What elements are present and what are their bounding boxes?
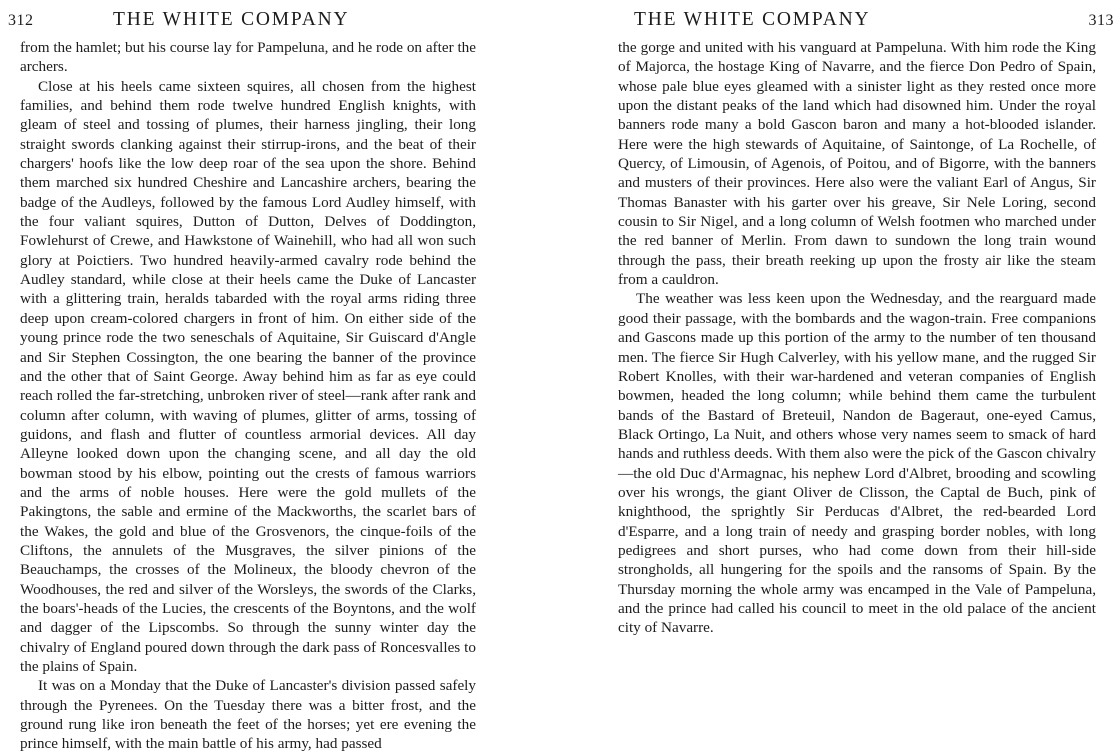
page-number: 313 [1088,12,1114,29]
right-page [560,0,1117,721]
right-page-body [618,38,1096,638]
paragraph: Close at his heels came sixteen squires, all chosen from the highest families, and behind them rode twelve hundred English knights, with gleam of steel and tossing of plumes, their harness jingling, their long straight swords clanking against their stirrup-irons, and the beat of their chargers' hoofs like the low deep roar of the sea upon the shore. Behind them marched six hundred Cheshire and Lancashire archers, bearing the badge of the Audleys, followed by the famous Lord Audley himself, with the four valiant squires, Dutton of Dutton, Delves of Doddington, Fowlehurst of Crewe, and Hawkstone of Wainehill, who had all won such glory at Poictiers. Two hundred heavily-armed cavalry rode behind the Audley standard, while close at their heels came the Duke of Lancaster with a glittering train, heralds tabarded with the royal arms riding three deep upon cream-colored chargers in front of him. On either side of the young prince rode the two seneschals of Aquitaine, Sir Guiscard d'Angle and Sir Stephen Cossington, the one bearing the banner of the province and the other that of Saint George. Away behind him as far as eye could reach rolled the far-stretching, unbroken river of steel—rank after rank and column after column, with waving of plumes, glitter of arms, tossing of guidons, and flash and flutter of countless armorial devices. All day Alleyne looked down upon the changing scene, and all day the old bowman stood by his elbow, pointing out the crests of famous warriors and the arms of noble houses. Here were the gold mullets of the Pakingtons, the sable and ermine of the Mackworths, the scarlet bars of the Wakes, the gold and blue of the Grosvenors, the cinque-foils of the Cliftons, the annulets of the Musgraves, the silver pinions of the Beauchamps, the crosses of the Molineux, the bloody chevron of the Woodhouses, the red and silver of the Worsleys, the swords of the Clarks, the boars'-heads of the Lucies, the crescents of the Boyntons, and the wolf and dagger of the Lipscombs. So through the sunny winter day the chivalry of England poured down through the dark pass of Roncesvalles to the plains of Spain. [20,77,476,675]
right-page-header [634,9,1114,33]
running-head: THE WHITE COMPANY [634,9,871,30]
paragraph: The weather was less keen upon the Wednesday, and the rearguard made good their passage, with the bombards and the wagon-train. Free companions and Gascons made up this portion of the army to the number of ten thousand men. The fierce Sir Hugh Calverley, with his yellow mane, and the rugged Sir Robert Knolles, with their war-hardened and veteran companies of English bowmen, headed the long column; while behind them came the turbulent bands of the Bastard of Breteuil, Nandon de Bageraut, one-eyed Camus, Black Ortingo, La Nuit, and others whose very names seem to smack of hard hands and ruthless deeds. With them also were the pick of the Gascon chivalry—the old Duc d'Armagnac, his nephew Lord d'Albret, brooding and scowling over his wrongs, the giant Oliver de Clisson, the Captal de Buch, pink of knighthood, the sprightly Sir Perducas d'Albret, the red-bearded Lord d'Esparre, and a long train of needy and grasping border nobles, with long pedigrees and short purses, who had come down from their hill-side strongholds, all hungering for the spoils and the ransoms of Spain. By the Thursday morning the whole army was encamped in the Vale of Pampeluna, and the prince had called his council to meet in the old palace of the ancient city of Navarre. [618,290,1096,637]
paragraph: the gorge and united with his vanguard at Pampeluna. With him rode the King of Majorca, the hostage King of Navarre, and the fierce Don Pedro of Spain, whose pale blue eyes gleamed with a sinister light as they rested once more upon the distant peaks of the land which had disowned him. Under the royal banners rode many a bold Gascon baron and many a hot-blooded islander. Here were the high stewards of Aquitaine, of Saintonge, of La Rochelle, of Quercy, of Limousin, of Agenois, of Poitou, and of Bigorre, with the banners and musters of their provinces. Here also were the valiant Earl of Angus, Sir Thomas Banaster with his garter over his greave, Sir Nele Loring, second cousin to Sir Nigel, and a long column of Welsh footmen who marched under the red banner of Merlin. From dawn to sundown the long train wound through the pass, their breath reeking up upon the frosty air like the steam from a cauldron. [618,39,1096,289]
left-page-body [20,38,476,754]
paragraph: from the hamlet; but his course lay for Pampeluna, and he rode on after the archers. [20,39,476,76]
page-number: 312 [8,12,34,29]
left-page-header [0,9,490,33]
running-head: THE WHITE COMPANY [113,9,350,30]
paragraph: It was on a Monday that the Duke of Lancaster's division passed safely through the Pyrenees. On the Tuesday there was a bitter frost, and the ground rung like iron beneath the feet of the horses; yet ere evening the prince himself, with the main battle of his army, had passed [20,677,476,753]
